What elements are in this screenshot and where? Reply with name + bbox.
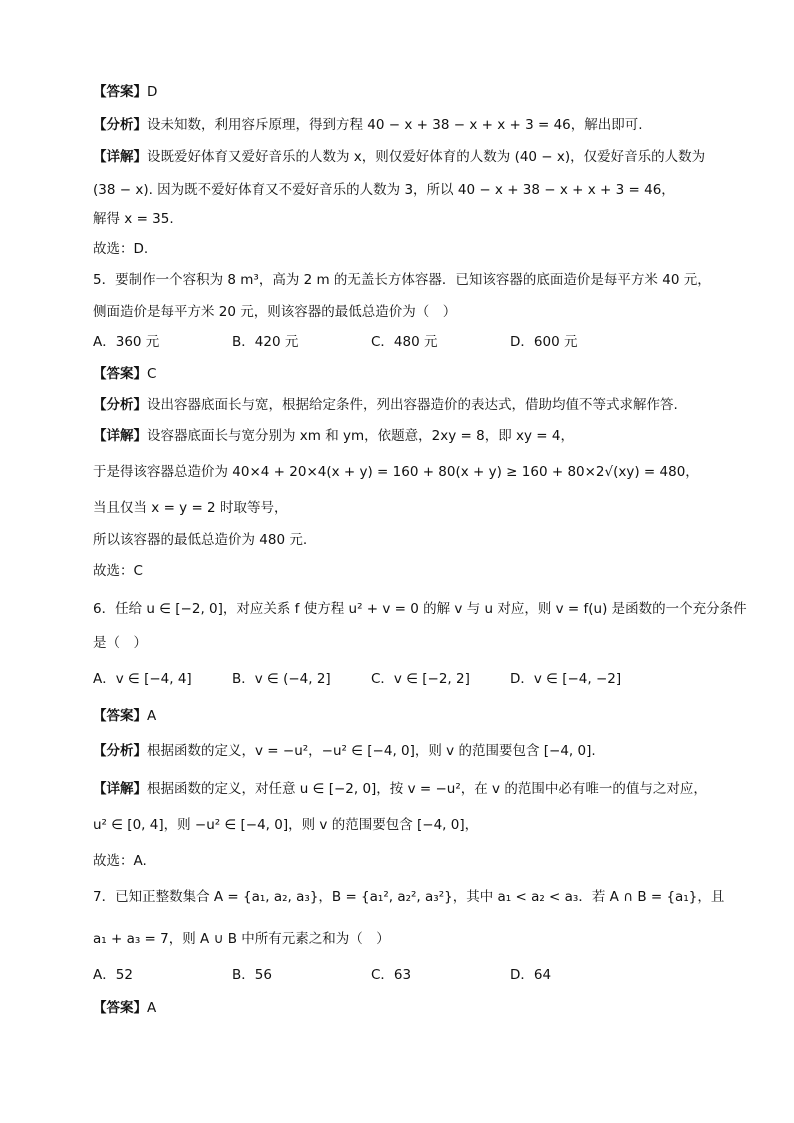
choice-text: 故选：A. [93, 853, 147, 869]
solution-line-q4-cont [93, 180, 675, 200]
option-c: C．v ∈ [−2, 2] [371, 671, 470, 687]
solution-text: 设既爱好体育又爱好音乐的人数为 x，则仅爱好体育的人数为 (40 − x)，仅爱好音乐的人数为 [147, 149, 706, 165]
answer-line-q4 [93, 82, 157, 102]
choice-line-q6 [93, 851, 147, 871]
option-b: B．56 [232, 967, 272, 983]
choice-text: 故选：D. [93, 241, 149, 257]
solution-text: 当且仅当 x = y = 2 时取等号， [93, 500, 288, 516]
question-6-stem [93, 599, 747, 619]
question-text: a₁ + a₃ = 7，则 A ∪ B 中所有元素之和为（ ） [93, 931, 390, 947]
solution-result-q4 [93, 209, 174, 229]
choice-line-q4 [93, 239, 148, 259]
solution-tag: 【详解】 [93, 781, 147, 797]
choice-text: 故选：C [93, 563, 143, 579]
analysis-tag: 【分析】 [93, 743, 147, 759]
analysis-line-q4 [93, 115, 643, 135]
option-c: C．63 [371, 967, 412, 983]
question-text: 侧面造价是每平方米 20 元，则该容器的最低总造价为（ ） [93, 304, 457, 320]
solution-text: 设容器底面长与宽分别为 xm 和 ym，依题意，2xy = 8，即 xy = 4， [147, 428, 574, 444]
solution-line-q5-result [93, 530, 307, 550]
answer-text: A [147, 1000, 157, 1016]
answer-tag: 【答案】 [93, 1000, 147, 1016]
analysis-tag: 【分析】 [93, 397, 147, 413]
solution-line-q5 [93, 426, 574, 446]
question-7-stem [93, 887, 724, 907]
analysis-text: 设出容器底面长与宽，根据给定条件，列出容器造价的表达式，借助均值不等式求解作答. [147, 397, 678, 413]
option-d: D．64 [510, 967, 552, 983]
solution-text: (38 − x). 因为既不爱好体育又不爱好音乐的人数为 3，所以 40 − x + 38 − x + x + 3 = 46， [93, 182, 675, 198]
option-a: A．360 元 [93, 334, 160, 350]
solution-line-q6 [93, 779, 707, 799]
answer-line-q7 [93, 998, 156, 1018]
question-5-stem-cont [93, 302, 456, 322]
answer-tag: 【答案】 [93, 708, 147, 724]
answer-tag: 【答案】 [93, 84, 147, 100]
solution-text: 根据函数的定义，对任意 u ∈ [−2, 0]，按 v = −u²，在 v 的范围中必有唯一的值与之对应， [147, 781, 707, 797]
question-text: 是（ ） [93, 635, 147, 651]
answer-text: A [147, 708, 157, 724]
choice-line-q5 [93, 561, 143, 581]
question-5-options [93, 332, 649, 352]
answer-tag: 【答案】 [93, 366, 147, 382]
analysis-line-q5 [93, 395, 678, 415]
question-text: 7．已知正整数集合 A = {a₁, a₂, a₃}，B = {a₁², a₂², a₃²}，其中 a₁ < a₂ < a₃．若 A ∩ B = {a₁}，且 [93, 889, 725, 905]
answer-line-q6 [93, 706, 156, 726]
answer-text: D [147, 84, 158, 100]
question-6-options [93, 669, 649, 689]
analysis-text: 设未知数，利用容斥原理，得到方程 40 − x + 38 − x + x + 3 = 46，解出即可. [147, 117, 643, 133]
solution-tag: 【详解】 [93, 149, 147, 165]
solution-text: 解得 x = 35. [93, 211, 174, 227]
option-a: A．v ∈ [−4, 4] [93, 671, 192, 687]
option-d: D．600 元 [510, 334, 578, 350]
solution-line-q4 [93, 147, 705, 167]
solution-text: 所以该容器的最低总造价为 480 元. [93, 532, 308, 548]
solution-line-q5-equality [93, 498, 287, 518]
question-7-stem-cont [93, 929, 390, 949]
solution-line-q6-cont [93, 815, 478, 835]
option-d: D．v ∈ [−4, −2] [510, 671, 622, 687]
solution-tag: 【详解】 [93, 428, 147, 444]
analysis-text: 根据函数的定义，v = −u²，−u² ∈ [−4, 0]，则 v 的范围要包含 [−4, 0]. [147, 743, 596, 759]
option-b: B．420 元 [232, 334, 299, 350]
analysis-line-q6 [93, 741, 596, 761]
solution-text: 于是得该容器总造价为 40×4 + 20×4(x + y) = 160 + 80(x + y) ≥ 160 + 80×2√(xy) = 480， [93, 464, 699, 480]
analysis-tag: 【分析】 [93, 117, 147, 133]
option-b: B．v ∈ (−4, 2] [232, 671, 331, 687]
solution-line-q5-cost [93, 462, 699, 482]
answer-line-q5 [93, 364, 156, 384]
option-a: A．52 [93, 967, 133, 983]
option-c: C．480 元 [371, 334, 438, 350]
answer-text: C [147, 366, 157, 382]
question-5-stem [93, 270, 711, 290]
question-text: 6．任给 u ∈ [−2, 0]，对应关系 f 使方程 u² + v = 0 的解 v 与 u 对应，则 v = f(u) 是函数的一个充分条件 [93, 601, 747, 617]
question-6-stem-cont [93, 633, 147, 653]
solution-text: u² ∈ [0, 4]，则 −u² ∈ [−4, 0]，则 v 的范围要包含 [−4, 0]， [93, 817, 479, 833]
question-7-options [93, 965, 649, 985]
question-text: 5．要制作一个容积为 8 m³，高为 2 m 的无盖长方体容器．已知该容器的底面造价是每平方米 40 元， [93, 272, 711, 288]
